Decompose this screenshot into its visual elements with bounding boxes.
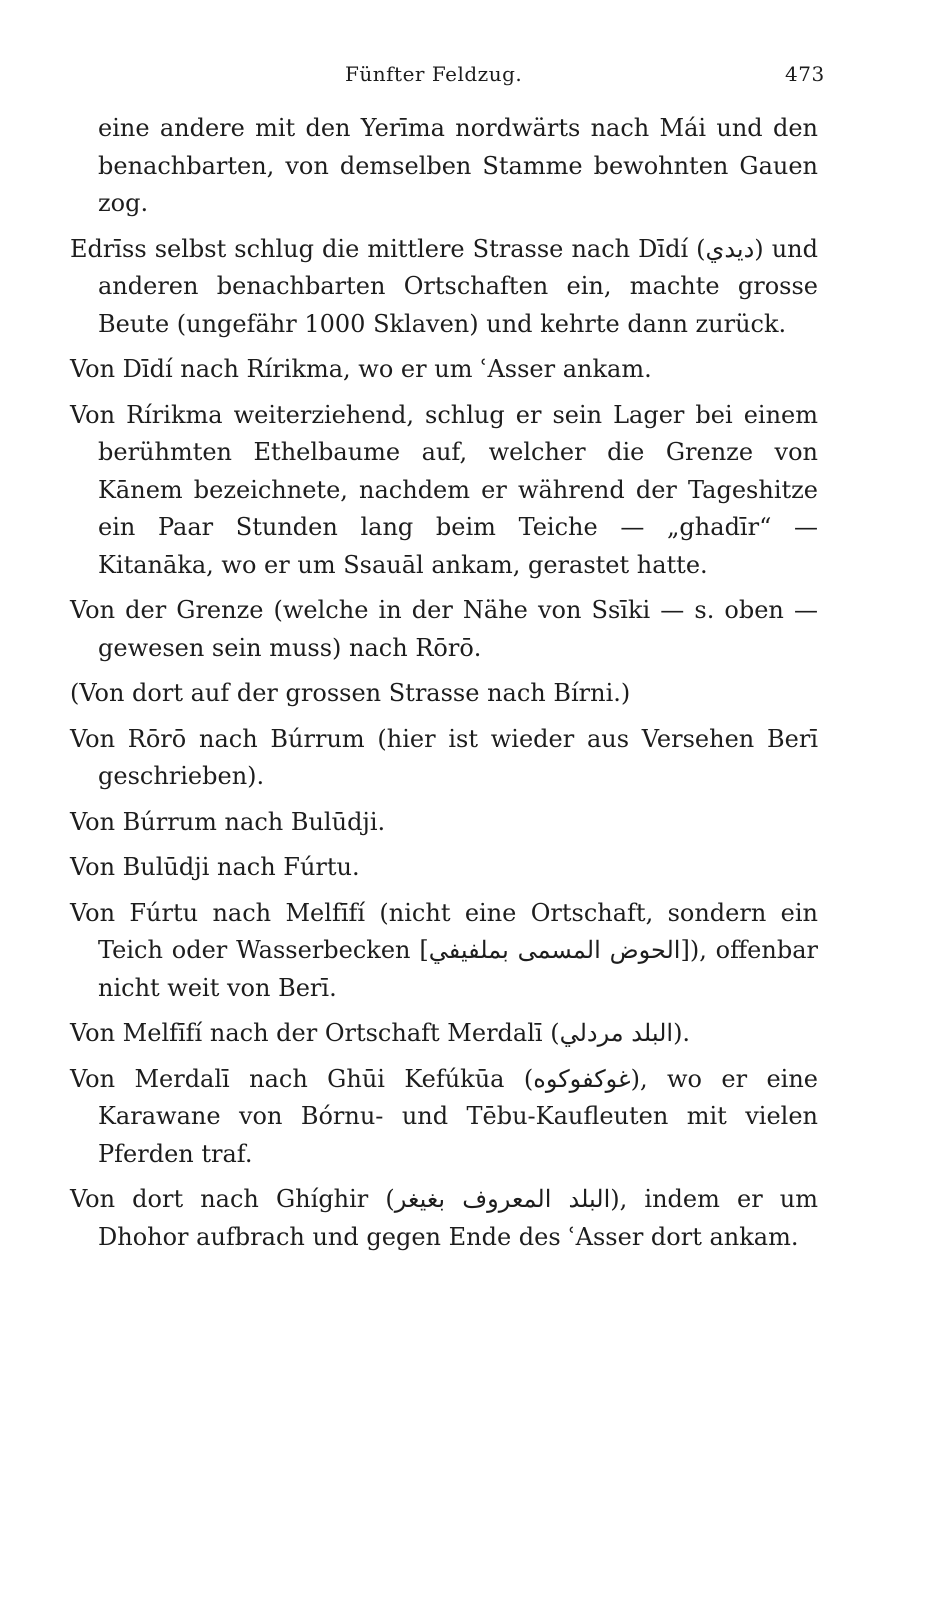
paragraph-7: Von Rōrō nach Búrrum (hier ist wieder aus Versehen Berī geschrieben). [70,724,818,790]
paragraph-9: Von Bulūdji nach Fúrtu. [70,853,360,881]
paragraph-3: Von Dīdí nach Rírikma, wo er um ʿAsser ankam. [70,355,652,383]
paragraph-12: Von Merdalī nach Ghūi Kefúkūa (غوكفوكوه), wo er eine Karawane von Bórnu- und Tēbu-Kaufleuten mit vielen Pferden traf. [70,1064,818,1168]
paragraph-8: Von Búrrum nach Bulūdji. [70,807,386,836]
running-title: Fünfter Feldzug. [345,62,523,86]
page-header [0,56,930,96]
paragraph-6: (Von dort auf der grossen Strasse nach Bírni.) [70,679,631,707]
paragraph-11: Von Melfīfí nach der Ortschaft Merdalī (البلد مردلي). [70,1019,691,1047]
paragraph-5: Von der Grenze (welche in der Nähe von Ssīki — s. oben — gewesen sein muss) nach Rōrō. [70,596,818,662]
paragraph-1: eine andere mit den Yerīma nordwärts nach Mái und den benachbarten, von demselben Stamme bewohnten Gauen zog. [98,114,818,217]
page-number: 473 [785,62,825,86]
paragraph-4: Von Rírikma weiterziehend, schlug er sein Lager bei einem berühmten Ethelbaume auf, welcher die Grenze von Kānem bezeichnete, nachdem er während der Tageshitze ein Paar Stunden lang beim Teiche — „ghadīr“ — Kitanāka, wo er um Ssauāl ankam, gerastet hatte. [70,400,818,579]
paragraph-2: Edrīss selbst schlug die mittlere Strasse nach Dīdí (ديدي) und anderen benachbarten Ortschaften ein, machte grosse Beute (ungefähr 1000 Sklaven) und kehrte dann zurück. [70,234,818,338]
body-text [70,110,818,1264]
paragraph-10: Von Fúrtu nach Melfīfí (nicht eine Ortschaft, sondern ein Teich oder Wasserbecken [الحوض المسمى بملفيفي]), offenbar nicht weit von Berī. [70,898,818,1002]
paragraph-13: Von dort nach Ghíghir (البلد المعروف بغيغر), indem er um Dhohor aufbrach und gegen Ende des ʿAsser dort ankam. [70,1185,819,1251]
